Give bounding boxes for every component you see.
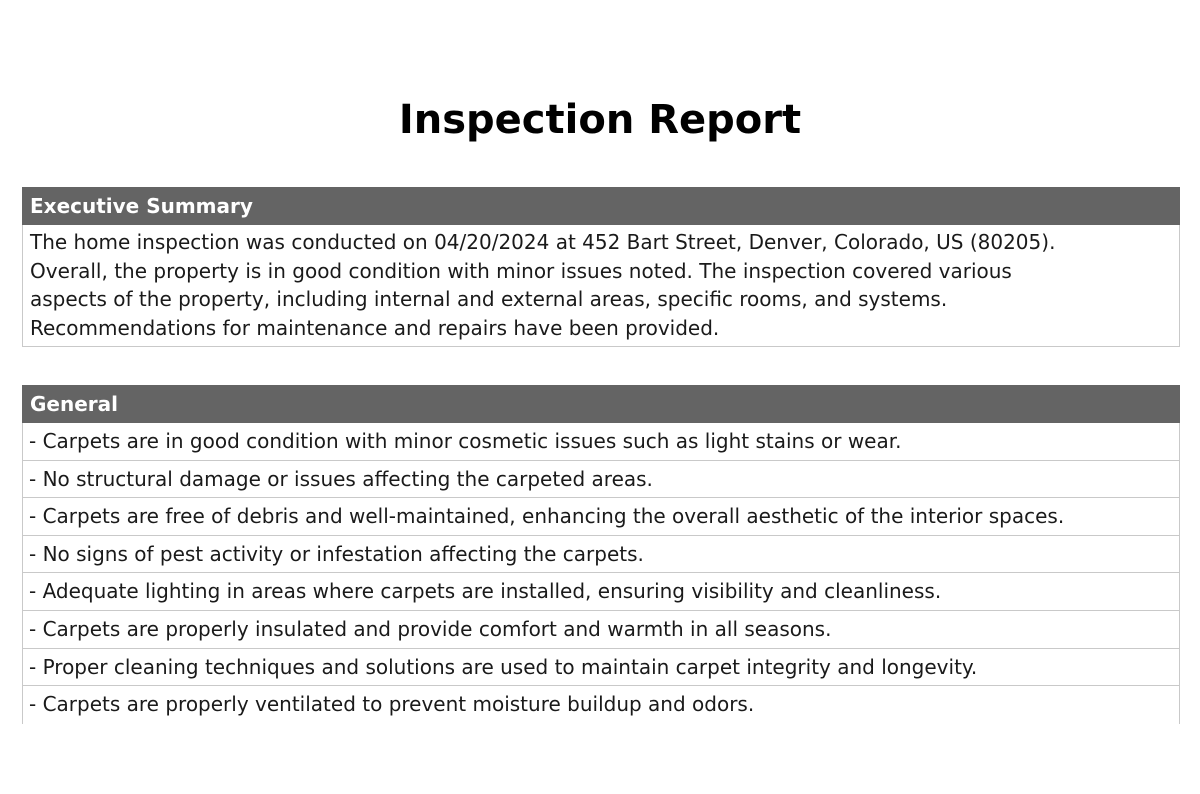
list-item: - Carpets are properly insulated and provide comfort and warmth in all seasons. bbox=[23, 611, 1179, 649]
executive-summary-heading: Executive Summary bbox=[22, 187, 1180, 225]
summary-line: aspects of the property, including internal and external areas, specific rooms, and systems. bbox=[30, 287, 948, 311]
summary-line: Recommendations for maintenance and repairs have been provided. bbox=[30, 315, 720, 340]
general-section bbox=[22, 385, 1180, 724]
list-item: - Carpets are free of debris and well-maintained, enhancing the overall aesthetic of the interior spaces. bbox=[23, 498, 1179, 536]
list-item: - No signs of pest activity or infestation affecting the carpets. bbox=[23, 536, 1179, 574]
list-item: - Proper cleaning techniques and solutions are used to maintain carpet integrity and longevity. bbox=[23, 649, 1179, 687]
general-items-list bbox=[22, 423, 1180, 724]
list-item: - Adequate lighting in areas where carpets are installed, ensuring visibility and cleanliness. bbox=[23, 573, 1179, 611]
summary-line: The home inspection was conducted on 04/20/2024 at 452 Bart Street, Denver, Colorado, US (80205). bbox=[30, 230, 1056, 254]
executive-summary-body bbox=[22, 225, 1180, 347]
list-item: - No structural damage or issues affecting the carpeted areas. bbox=[23, 461, 1179, 499]
list-item: - Carpets are properly ventilated to prevent moisture buildup and odors. bbox=[29, 692, 755, 717]
executive-summary-section bbox=[22, 187, 1180, 347]
page-title: Inspection Report bbox=[398, 97, 802, 143]
summary-line: Overall, the property is in good condition with minor issues noted. The inspection covered various bbox=[30, 258, 1012, 283]
list-item: - Carpets are in good condition with minor cosmetic issues such as light stains or wear. bbox=[23, 423, 1179, 461]
general-heading: General bbox=[22, 385, 1180, 423]
